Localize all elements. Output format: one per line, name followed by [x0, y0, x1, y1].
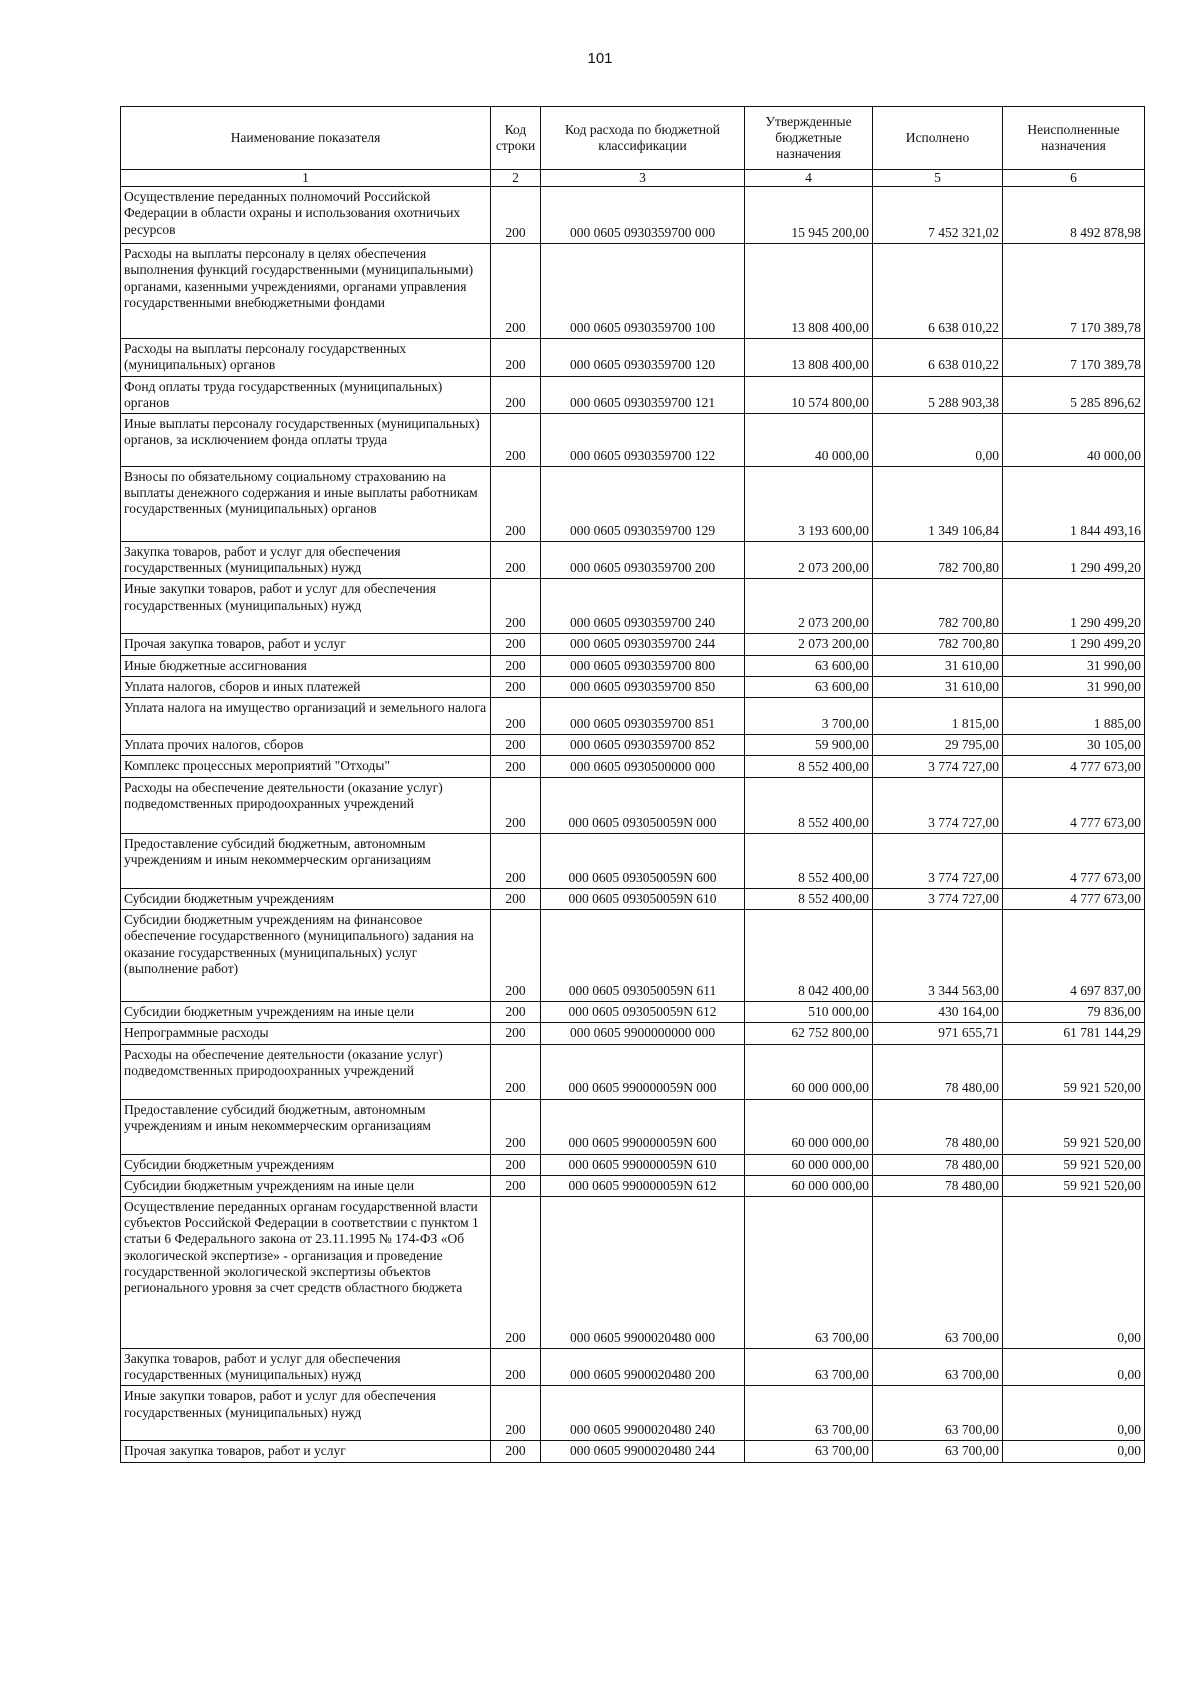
unexecuted-amount-cell: 4 777 673,00 — [1003, 834, 1145, 889]
column-number: 4 — [745, 170, 873, 187]
executed-amount-cell: 29 795,00 — [873, 734, 1003, 755]
unexecuted-amount-cell: 4 697 837,00 — [1003, 910, 1145, 1002]
indicator-name-cell: Предоставление субсидий бюджетным, автономным учреждениям и иным некоммерческим организациям — [121, 834, 491, 889]
table-row — [121, 1441, 1145, 1462]
table-row — [121, 579, 1145, 634]
table-row — [121, 1154, 1145, 1175]
executed-amount-cell: 782 700,80 — [873, 634, 1003, 655]
table-row — [121, 339, 1145, 376]
budget-code-cell: 000 0605 990000059N 600 — [541, 1099, 745, 1154]
approved-amount-cell: 8 042 400,00 — [745, 910, 873, 1002]
indicator-name-cell: Расходы на выплаты персоналу в целях обеспечения выполнения функций государственными (муниципальными) органами, казенными учреждениями, органами управления государственными внебюджетными фондами — [121, 244, 491, 339]
table-row — [121, 655, 1145, 676]
unexecuted-amount-cell: 1 290 499,20 — [1003, 579, 1145, 634]
budget-code-cell: 000 0605 0930359700 800 — [541, 655, 745, 676]
approved-amount-cell: 60 000 000,00 — [745, 1044, 873, 1099]
table-body — [121, 187, 1145, 1462]
approved-amount-cell: 60 000 000,00 — [745, 1099, 873, 1154]
indicator-name-cell: Взносы по обязательному социальному страхованию на выплаты денежного содержания и иные выплаты работникам государственных (муниципальных) органов — [121, 466, 491, 541]
approved-amount-cell: 510 000,00 — [745, 1002, 873, 1023]
executed-amount-cell: 78 480,00 — [873, 1154, 1003, 1175]
line-code-cell: 200 — [491, 579, 541, 634]
header-budget-code: Код расхода по бюджетной классификации — [541, 107, 745, 170]
line-code-cell: 200 — [491, 778, 541, 834]
executed-amount-cell: 7 452 321,02 — [873, 187, 1003, 244]
unexecuted-amount-cell: 1 844 493,16 — [1003, 466, 1145, 541]
budget-code-cell: 000 0605 9900000000 000 — [541, 1023, 745, 1044]
approved-amount-cell: 8 552 400,00 — [745, 834, 873, 889]
indicator-name-cell: Комплекс процессных мероприятий "Отходы" — [121, 756, 491, 778]
indicator-name-cell: Уплата налогов, сборов и иных платежей — [121, 676, 491, 697]
line-code-cell: 200 — [491, 1349, 541, 1386]
budget-code-cell: 000 0605 0930359700 851 — [541, 697, 745, 734]
executed-amount-cell: 78 480,00 — [873, 1099, 1003, 1154]
budget-code-cell: 000 0605 0930359700 852 — [541, 734, 745, 755]
approved-amount-cell: 63 700,00 — [745, 1349, 873, 1386]
approved-amount-cell: 15 945 200,00 — [745, 187, 873, 244]
approved-amount-cell: 63 600,00 — [745, 655, 873, 676]
header-executed: Исполнено — [873, 107, 1003, 170]
table-row — [121, 541, 1145, 578]
unexecuted-amount-cell: 59 921 520,00 — [1003, 1044, 1145, 1099]
approved-amount-cell: 60 000 000,00 — [745, 1154, 873, 1175]
executed-amount-cell: 6 638 010,22 — [873, 244, 1003, 339]
line-code-cell: 200 — [491, 1154, 541, 1175]
line-code-cell: 200 — [491, 634, 541, 655]
header-line-code: Код строки — [491, 107, 541, 170]
budget-code-cell: 000 0605 093050059N 612 — [541, 1002, 745, 1023]
unexecuted-amount-cell: 4 777 673,00 — [1003, 889, 1145, 910]
indicator-name-cell: Расходы на выплаты персоналу государственных (муниципальных) органов — [121, 339, 491, 376]
column-number: 3 — [541, 170, 745, 187]
approved-amount-cell: 3 193 600,00 — [745, 466, 873, 541]
unexecuted-amount-cell: 4 777 673,00 — [1003, 778, 1145, 834]
line-code-cell: 200 — [491, 1044, 541, 1099]
budget-code-cell: 000 0605 990000059N 610 — [541, 1154, 745, 1175]
indicator-name-cell: Расходы на обеспечение деятельности (оказание услуг) подведомственных природоохранных учреждений — [121, 778, 491, 834]
indicator-name-cell: Иные закупки товаров, работ и услуг для обеспечения государственных (муниципальных) нужд — [121, 579, 491, 634]
executed-amount-cell: 63 700,00 — [873, 1197, 1003, 1349]
unexecuted-amount-cell: 8 492 878,98 — [1003, 187, 1145, 244]
approved-amount-cell: 62 752 800,00 — [745, 1023, 873, 1044]
executed-amount-cell: 1 349 106,84 — [873, 466, 1003, 541]
column-number: 5 — [873, 170, 1003, 187]
table-row — [121, 1175, 1145, 1196]
budget-code-cell: 000 0605 9900020480 240 — [541, 1386, 745, 1441]
indicator-name-cell: Субсидии бюджетным учреждениям на иные цели — [121, 1175, 491, 1196]
line-code-cell: 200 — [491, 697, 541, 734]
unexecuted-amount-cell: 30 105,00 — [1003, 734, 1145, 755]
executed-amount-cell: 6 638 010,22 — [873, 339, 1003, 376]
unexecuted-amount-cell: 1 290 499,20 — [1003, 541, 1145, 578]
indicator-name-cell: Субсидии бюджетным учреждениям на иные цели — [121, 1002, 491, 1023]
indicator-name-cell: Осуществление переданных полномочий Российской Федерации в области охраны и использования охотничьих ресурсов — [121, 187, 491, 244]
table-row — [121, 910, 1145, 1002]
line-code-cell: 200 — [491, 1099, 541, 1154]
budget-code-cell: 000 0605 0930359700 200 — [541, 541, 745, 578]
budget-code-cell: 000 0605 0930359700 850 — [541, 676, 745, 697]
approved-amount-cell: 40 000,00 — [745, 413, 873, 466]
table-row — [121, 1099, 1145, 1154]
executed-amount-cell: 0,00 — [873, 413, 1003, 466]
executed-amount-cell: 5 288 903,38 — [873, 376, 1003, 413]
unexecuted-amount-cell: 59 921 520,00 — [1003, 1099, 1145, 1154]
indicator-name-cell: Осуществление переданных органам государственной власти субъектов Российской Федерации в соответствии с пунктом 1 статьи 6 Федерального закона от 23.11.1995 № 174-ФЗ «Об экологической экспертизе» - организация и проведение государственной экологической экспертизы объектов регионального уровня за счет средств областного бюджета — [121, 1197, 491, 1349]
table-row — [121, 778, 1145, 834]
indicator-name-cell: Непрограммные расходы — [121, 1023, 491, 1044]
budget-code-cell: 000 0605 0930359700 129 — [541, 466, 745, 541]
line-code-cell: 200 — [491, 910, 541, 1002]
budget-code-cell: 000 0605 9900020480 000 — [541, 1197, 745, 1349]
table-row — [121, 187, 1145, 244]
unexecuted-amount-cell: 1 290 499,20 — [1003, 634, 1145, 655]
executed-amount-cell: 78 480,00 — [873, 1175, 1003, 1196]
approved-amount-cell: 63 700,00 — [745, 1197, 873, 1349]
approved-amount-cell: 13 808 400,00 — [745, 244, 873, 339]
budget-execution-table — [120, 106, 1145, 1463]
approved-amount-cell: 2 073 200,00 — [745, 541, 873, 578]
line-code-cell: 200 — [491, 834, 541, 889]
column-number-row — [121, 170, 1145, 187]
indicator-name-cell: Закупка товаров, работ и услуг для обеспечения государственных (муниципальных) нужд — [121, 1349, 491, 1386]
line-code-cell: 200 — [491, 655, 541, 676]
indicator-name-cell: Прочая закупка товаров, работ и услуг — [121, 1441, 491, 1462]
line-code-cell: 200 — [491, 1197, 541, 1349]
page-number: 101 — [587, 50, 613, 67]
budget-code-cell: 000 0605 093050059N 600 — [541, 834, 745, 889]
indicator-name-cell: Субсидии бюджетным учреждениям на финансовое обеспечение государственного (муниципального) задания на оказание государственных (муниципальных) услуг (выполнение работ) — [121, 910, 491, 1002]
unexecuted-amount-cell: 0,00 — [1003, 1197, 1145, 1349]
unexecuted-amount-cell: 1 885,00 — [1003, 697, 1145, 734]
executed-amount-cell: 1 815,00 — [873, 697, 1003, 734]
indicator-name-cell: Уплата налога на имущество организаций и земельного налога — [121, 697, 491, 734]
unexecuted-amount-cell: 59 921 520,00 — [1003, 1154, 1145, 1175]
indicator-name-cell: Фонд оплаты труда государственных (муниципальных) органов — [121, 376, 491, 413]
table-row — [121, 834, 1145, 889]
indicator-name-cell: Иные закупки товаров, работ и услуг для обеспечения государственных (муниципальных) нужд — [121, 1386, 491, 1441]
indicator-name-cell: Иные бюджетные ассигнования — [121, 655, 491, 676]
budget-code-cell: 000 0605 990000059N 612 — [541, 1175, 745, 1196]
table-row — [121, 756, 1145, 778]
table-row — [121, 376, 1145, 413]
header-approved: Утвержденные бюджетные назначения — [745, 107, 873, 170]
table-row — [121, 466, 1145, 541]
table-row — [121, 1002, 1145, 1023]
approved-amount-cell: 63 700,00 — [745, 1441, 873, 1462]
unexecuted-amount-cell: 5 285 896,62 — [1003, 376, 1145, 413]
budget-code-cell: 000 0605 093050059N 000 — [541, 778, 745, 834]
approved-amount-cell: 8 552 400,00 — [745, 889, 873, 910]
unexecuted-amount-cell: 0,00 — [1003, 1349, 1145, 1386]
executed-amount-cell: 3 774 727,00 — [873, 889, 1003, 910]
line-code-cell: 200 — [491, 466, 541, 541]
approved-amount-cell: 13 808 400,00 — [745, 339, 873, 376]
unexecuted-amount-cell: 59 921 520,00 — [1003, 1175, 1145, 1196]
approved-amount-cell: 8 552 400,00 — [745, 778, 873, 834]
unexecuted-amount-cell: 7 170 389,78 — [1003, 339, 1145, 376]
approved-amount-cell: 2 073 200,00 — [745, 579, 873, 634]
approved-amount-cell: 63 600,00 — [745, 676, 873, 697]
approved-amount-cell: 60 000 000,00 — [745, 1175, 873, 1196]
indicator-name-cell: Прочая закупка товаров, работ и услуг — [121, 634, 491, 655]
executed-amount-cell: 430 164,00 — [873, 1002, 1003, 1023]
unexecuted-amount-cell: 7 170 389,78 — [1003, 244, 1145, 339]
line-code-cell: 200 — [491, 1386, 541, 1441]
approved-amount-cell: 3 700,00 — [745, 697, 873, 734]
table-row — [121, 413, 1145, 466]
table-row — [121, 1023, 1145, 1044]
budget-code-cell: 000 0605 990000059N 000 — [541, 1044, 745, 1099]
line-code-cell: 200 — [491, 541, 541, 578]
executed-amount-cell: 3 774 727,00 — [873, 756, 1003, 778]
line-code-cell: 200 — [491, 376, 541, 413]
indicator-name-cell: Уплата прочих налогов, сборов — [121, 734, 491, 755]
budget-code-cell: 000 0605 0930359700 000 — [541, 187, 745, 244]
line-code-cell: 200 — [491, 339, 541, 376]
executed-amount-cell: 63 700,00 — [873, 1386, 1003, 1441]
executed-amount-cell: 78 480,00 — [873, 1044, 1003, 1099]
unexecuted-amount-cell: 4 777 673,00 — [1003, 756, 1145, 778]
executed-amount-cell: 3 344 563,00 — [873, 910, 1003, 1002]
approved-amount-cell: 2 073 200,00 — [745, 634, 873, 655]
line-code-cell: 200 — [491, 756, 541, 778]
executed-amount-cell: 3 774 727,00 — [873, 834, 1003, 889]
header-row — [121, 107, 1145, 170]
budget-code-cell: 000 0605 0930359700 120 — [541, 339, 745, 376]
budget-code-cell: 000 0605 9900020480 244 — [541, 1441, 745, 1462]
table-row — [121, 634, 1145, 655]
budget-code-cell: 000 0605 0930359700 244 — [541, 634, 745, 655]
table-row — [121, 1044, 1145, 1099]
executed-amount-cell: 3 774 727,00 — [873, 778, 1003, 834]
column-number: 6 — [1003, 170, 1145, 187]
executed-amount-cell: 782 700,80 — [873, 541, 1003, 578]
executed-amount-cell: 63 700,00 — [873, 1349, 1003, 1386]
line-code-cell: 200 — [491, 413, 541, 466]
line-code-cell: 200 — [491, 676, 541, 697]
line-code-cell: 200 — [491, 1175, 541, 1196]
line-code-cell: 200 — [491, 1023, 541, 1044]
header-indicator-name: Наименование показателя — [121, 107, 491, 170]
line-code-cell: 200 — [491, 187, 541, 244]
approved-amount-cell: 59 900,00 — [745, 734, 873, 755]
budget-code-cell: 000 0605 093050059N 610 — [541, 889, 745, 910]
budget-code-cell: 000 0605 0930359700 240 — [541, 579, 745, 634]
column-number: 1 — [121, 170, 491, 187]
table-row — [121, 1386, 1145, 1441]
approved-amount-cell: 63 700,00 — [745, 1386, 873, 1441]
unexecuted-amount-cell: 79 836,00 — [1003, 1002, 1145, 1023]
approved-amount-cell: 8 552 400,00 — [745, 756, 873, 778]
line-code-cell: 200 — [491, 889, 541, 910]
table-row — [121, 1349, 1145, 1386]
executed-amount-cell: 782 700,80 — [873, 579, 1003, 634]
executed-amount-cell: 31 610,00 — [873, 676, 1003, 697]
table-row — [121, 676, 1145, 697]
table-row — [121, 244, 1145, 339]
line-code-cell: 200 — [491, 734, 541, 755]
column-number: 2 — [491, 170, 541, 187]
budget-code-cell: 000 0605 0930359700 122 — [541, 413, 745, 466]
budget-code-cell: 000 0605 0930500000 000 — [541, 756, 745, 778]
unexecuted-amount-cell: 0,00 — [1003, 1441, 1145, 1462]
executed-amount-cell: 971 655,71 — [873, 1023, 1003, 1044]
budget-code-cell: 000 0605 0930359700 100 — [541, 244, 745, 339]
indicator-name-cell: Иные выплаты персоналу государственных (муниципальных) органов, за исключением фонда оплаты труда — [121, 413, 491, 466]
header-unexecuted: Неисполненные назначения — [1003, 107, 1145, 170]
line-code-cell: 200 — [491, 244, 541, 339]
indicator-name-cell: Закупка товаров, работ и услуг для обеспечения государственных (муниципальных) нужд — [121, 541, 491, 578]
table-row — [121, 889, 1145, 910]
table-row — [121, 697, 1145, 734]
line-code-cell: 200 — [491, 1441, 541, 1462]
budget-code-cell: 000 0605 0930359700 121 — [541, 376, 745, 413]
budget-code-cell: 000 0605 093050059N 611 — [541, 910, 745, 1002]
line-code-cell: 200 — [491, 1002, 541, 1023]
indicator-name-cell: Предоставление субсидий бюджетным, автономным учреждениям и иным некоммерческим организациям — [121, 1099, 491, 1154]
unexecuted-amount-cell: 31 990,00 — [1003, 655, 1145, 676]
budget-code-cell: 000 0605 9900020480 200 — [541, 1349, 745, 1386]
indicator-name-cell: Субсидии бюджетным учреждениям — [121, 889, 491, 910]
table-header — [121, 107, 1145, 187]
approved-amount-cell: 10 574 800,00 — [745, 376, 873, 413]
table-row — [121, 734, 1145, 755]
executed-amount-cell: 31 610,00 — [873, 655, 1003, 676]
executed-amount-cell: 63 700,00 — [873, 1441, 1003, 1462]
unexecuted-amount-cell: 40 000,00 — [1003, 413, 1145, 466]
unexecuted-amount-cell: 31 990,00 — [1003, 676, 1145, 697]
unexecuted-amount-cell: 0,00 — [1003, 1386, 1145, 1441]
indicator-name-cell: Расходы на обеспечение деятельности (оказание услуг) подведомственных природоохранных учреждений — [121, 1044, 491, 1099]
table-row — [121, 1197, 1145, 1349]
unexecuted-amount-cell: 61 781 144,29 — [1003, 1023, 1145, 1044]
indicator-name-cell: Субсидии бюджетным учреждениям — [121, 1154, 491, 1175]
